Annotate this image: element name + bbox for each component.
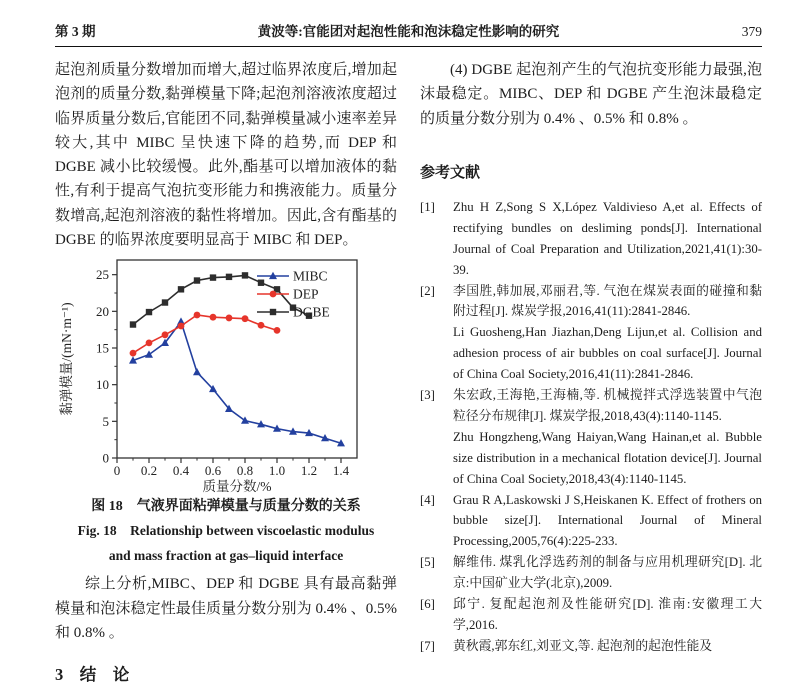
reference-text: 李国胜,韩加展,邓丽君,等. 气泡在煤炭表面的碰撞和黏附过程[J]. 煤炭学报,2016,41(11):2841-2846. [453,283,762,319]
reference-number: [1] [420,199,435,214]
journal-issue: 第 3 期 [55,24,96,39]
right-column [420,54,762,685]
svg-text:0.4: 0.4 [172,463,190,479]
figure-caption-zh: 图 18 气液界面粘弹模量与质量分数的关系 [91,499,361,515]
reference-text: 解维伟. 煤乳化浮选药剂的制备与应用机理研究[D]. 北京:中国矿业大学(北京),2009. [453,555,762,591]
svg-text:15: 15 [96,340,109,356]
svg-text:0.6: 0.6 [204,463,222,479]
svg-text:0: 0 [113,463,121,479]
reference-text: 朱宏政,王海艳,王海楠,等. 机械搅拌式浮选装置中气泡粒径分布规律[J]. 煤炭学报,2018,43(4):1140-1145. [453,388,762,423]
svg-text:DEP: DEP [293,286,319,302]
reference-item [420,636,762,657]
reference-text: 黄秋霞,郭东红,刘亚文,等. 起泡剂的起泡性能及 [453,638,713,653]
reference-number: [5] [420,555,435,570]
svg-text:20: 20 [96,304,109,320]
reference-item [420,281,762,323]
svg-text:1.4: 1.4 [332,463,350,479]
svg-text:1.2: 1.2 [300,463,318,479]
svg-text:5: 5 [102,414,109,430]
reference-item [420,427,762,490]
references-list [420,197,762,657]
figure-18 [55,254,397,568]
line-chart [55,254,397,494]
svg-text:0: 0 [102,450,109,466]
svg-text:1.0: 1.0 [268,463,286,479]
line-chart-svg [55,254,397,494]
svg-text:质量分数/%: 质量分数/% [202,479,272,495]
reference-number: [4] [420,492,435,507]
reference-number: [6] [420,597,435,612]
reference-text: Grau R A,Laskowski J S,Heiskanen K. Effect of frothers on bubble size[J]. International Journal of Mineral Processing,2005,76(4):225-233. [453,492,762,549]
figure-caption-en-line2: and mass fraction at gas–liquid interface [108,548,344,564]
figure-caption-en-line1: Fig. 18 Relationship between viscoelastic modulus [77,523,375,539]
reference-number: [7] [420,638,435,653]
svg-text:10: 10 [96,377,109,393]
reference-item [420,490,762,553]
conclusion-item-4: (4) DGBE 起泡剂产生的气泡抗变形能力最强,泡沫最稳定。MIBC、DEP 和 DGBE 产生泡沫最稳定的质量分数分别为 0.4% 、0.5% 和 0.8% 。 [420,62,762,127]
summary-paragraph: 综上分析,MIBC、DEP 和 DGBE 具有最高黏弹模量和泡沫稳定性最佳质量分数分别为 0.4% 、0.5% 和 0.8% 。 [55,576,397,641]
reference-text: Li Guosheng,Han Jiazhan,Deng Lijun,et al. Collision and adhesion process of air bubbles on coal surface[J]. Journal of China Coal Society,2016,41(11):2841-2846. [453,325,762,382]
page-header [55,20,762,47]
left-column [55,54,397,685]
svg-text:0.8: 0.8 [236,463,254,479]
reference-text: Zhu H Z,Song S X,López Valdivieso A,et al. Effects of rectifying bundles on desliming ponds[J]. International Journal of Coal Preparation and Utilization,2021,41(1):30-39. [453,199,762,277]
svg-text:DGBE: DGBE [293,304,330,320]
reference-number: [2] [420,283,435,298]
two-column-body [55,54,762,685]
section-heading-conclusion: 3 结 论 [55,665,130,685]
reference-text: 邱宁. 复配起泡剂及性能研究[D]. 淮南:安徽理工大学,2016. [453,597,762,633]
reference-item [420,594,762,636]
reference-item [420,385,762,427]
reference-text: Zhu Hongzheng,Wang Haiyan,Wang Hainan,et al. Bubble size distribution in a mechanical flotation device[J]. Journal of China Coal Society,2018,43(4):1140-1145. [453,429,762,486]
reference-number [420,427,453,490]
reference-number: [3] [420,388,435,403]
reference-item [420,197,762,281]
reference-item [420,552,762,594]
reference-number [420,322,453,385]
figure-caption [55,496,397,568]
svg-text:0.2: 0.2 [140,463,158,479]
svg-text:黏弹模量/(mN·m⁻¹): 黏弹模量/(mN·m⁻¹) [59,302,74,416]
svg-text:25: 25 [96,267,109,283]
page-number: 379 [741,24,762,39]
svg-text:MIBC: MIBC [293,268,328,284]
paragraph-continuation: 起泡剂质量分数增加而增大,超过临界浓度后,增加起泡剂的质量分数,黏弹模量下降;起泡剂溶液浓度超过临界质量分数后,官能团不同,黏弹模量减小速率差异较大,其中 MIBC 呈快速下降的趋势,而 DEP 和 DGBE 减小比较缓慢。此外,酯基可以增加液体的黏性,有利于提高气泡抗变形能力和携液能力。质量分数增高,起泡剂溶液的黏性将增加。因此,含有酯基的 DGBE 的临界浓度要明显高于 MIBC 和 DEP。 [55,62,397,249]
reference-item [420,322,762,385]
running-title: 黄波等:官能团对起泡性能和泡沫稳定性影响的研究 [257,24,560,39]
references-heading: 参考文献 [420,164,481,181]
